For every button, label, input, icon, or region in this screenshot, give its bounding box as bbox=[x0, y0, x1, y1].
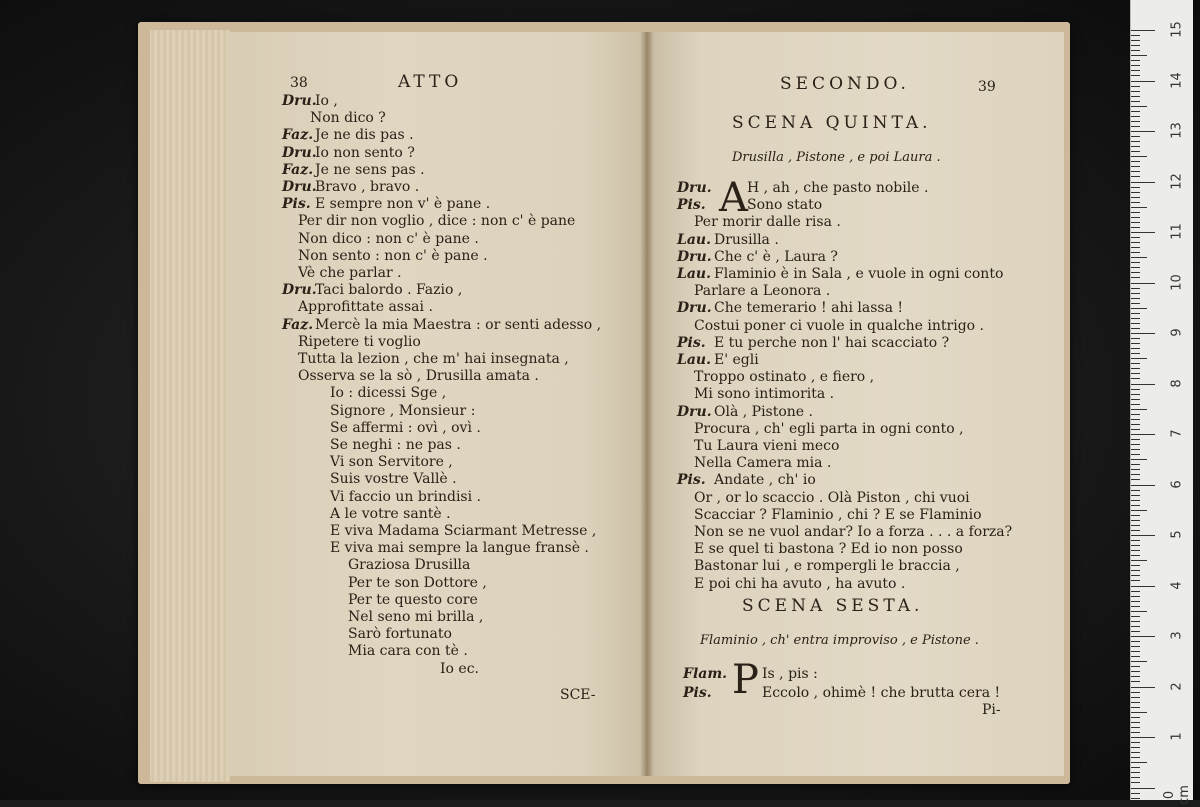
verse-line: Io non sento ? bbox=[315, 144, 415, 161]
ruler-tick bbox=[1131, 283, 1155, 284]
ruler-tick bbox=[1131, 272, 1140, 273]
ruler-tick bbox=[1131, 166, 1140, 167]
ruler-tick bbox=[1131, 454, 1140, 455]
ruler-label: 2 bbox=[1169, 681, 1185, 691]
ruler-tick bbox=[1131, 616, 1140, 617]
ruler-tick bbox=[1131, 490, 1140, 491]
speaker-label: Pis. bbox=[677, 197, 706, 214]
left-page-number: 38 bbox=[290, 75, 308, 91]
verse-line: Io : dicessi Sge , bbox=[330, 385, 447, 402]
ruler-tick bbox=[1131, 515, 1140, 516]
ruler-tick bbox=[1131, 495, 1140, 496]
ruler-tick bbox=[1131, 363, 1140, 364]
ruler-tick bbox=[1131, 141, 1140, 142]
verse-line: Che c' è , Laura ? bbox=[714, 248, 838, 265]
ruler-tick bbox=[1131, 555, 1140, 556]
ruler-tick bbox=[1131, 81, 1155, 82]
ruler-tick bbox=[1131, 146, 1140, 147]
ruler-tick bbox=[1131, 237, 1140, 238]
verse-line: E poi chi ha avuto , ha avuto . bbox=[694, 575, 906, 592]
scene5-title: SCENA QUINTA. bbox=[732, 113, 932, 133]
verse-line: Se neghi : ne pas . bbox=[330, 437, 461, 453]
ruler-label: 1 bbox=[1169, 732, 1185, 741]
speaker-label: Dru. bbox=[677, 403, 712, 420]
speaker-label: Dru. bbox=[677, 180, 712, 196]
ruler-tick bbox=[1131, 732, 1140, 733]
verse-line: Mi sono intimorita . bbox=[694, 386, 835, 403]
ruler-tick bbox=[1131, 35, 1140, 36]
ruler-tick bbox=[1131, 308, 1147, 309]
ruler-tick bbox=[1131, 404, 1140, 405]
ruler-tick bbox=[1131, 570, 1140, 571]
speaker-label: Lau. bbox=[677, 352, 711, 368]
ruler-tick bbox=[1131, 651, 1140, 652]
ruler-tick bbox=[1131, 247, 1140, 248]
ruler-tick bbox=[1131, 91, 1140, 92]
ruler-tick bbox=[1131, 793, 1140, 794]
ruler-tick bbox=[1131, 767, 1140, 768]
speaker-label: Dru. bbox=[282, 179, 317, 195]
verse-line: Tu Laura vieni meco bbox=[694, 438, 840, 454]
ruler-tick bbox=[1131, 384, 1155, 385]
ruler-tick bbox=[1131, 469, 1140, 470]
ruler-tick bbox=[1131, 182, 1155, 183]
ruler-tick bbox=[1131, 611, 1147, 612]
speaker-label: Dru. bbox=[677, 300, 712, 317]
verse-line: Mia cara con tè . bbox=[348, 643, 468, 660]
ruler-label: 6 bbox=[1169, 479, 1185, 489]
verse-line: Per dir non voglio , dice : non c' è pane bbox=[298, 213, 576, 230]
ruler-tick bbox=[1131, 661, 1147, 662]
ruler-tick bbox=[1131, 394, 1140, 395]
ruler-tick bbox=[1131, 30, 1155, 31]
ruler-tick bbox=[1131, 333, 1155, 334]
ruler-tick bbox=[1131, 626, 1140, 627]
ruler-tick bbox=[1131, 530, 1140, 531]
verse-line: A le votre santè . bbox=[330, 505, 451, 522]
scene5-dropcap: A bbox=[719, 175, 748, 221]
right-page-number: 39 bbox=[978, 79, 996, 95]
verse-line: Costui poner ci vuole in qualche intrigo . bbox=[694, 317, 984, 334]
ruler-label: 10 bbox=[1169, 273, 1185, 291]
ruler-label: 7 bbox=[1169, 429, 1185, 438]
ruler-tick bbox=[1131, 727, 1140, 728]
ruler-tick bbox=[1131, 565, 1140, 566]
verse-line: Bastonar lui , e rompergli le braccia , bbox=[694, 558, 960, 575]
verse-line: Suis vostre Vallè . bbox=[330, 471, 457, 488]
ruler-tick bbox=[1131, 277, 1140, 278]
ruler-tick bbox=[1131, 479, 1140, 480]
verse-line: Io , bbox=[315, 93, 338, 109]
ruler-tick bbox=[1131, 45, 1140, 46]
ruler-tick bbox=[1131, 323, 1140, 324]
speaker-label: Faz. bbox=[282, 316, 314, 333]
ruler-tick bbox=[1131, 580, 1140, 581]
verse-line: Je ne dis pas . bbox=[315, 127, 414, 144]
ruler-tick bbox=[1131, 116, 1140, 117]
verse-line: Bravo , bravo . bbox=[315, 179, 420, 195]
speaker-label: Pis. bbox=[683, 685, 712, 701]
ruler-tick bbox=[1131, 449, 1140, 450]
ruler-tick bbox=[1131, 586, 1155, 587]
ruler-tick bbox=[1131, 676, 1140, 677]
ruler-tick bbox=[1131, 348, 1140, 349]
ruler-tick bbox=[1131, 288, 1140, 289]
ruler-tick bbox=[1131, 414, 1140, 415]
speaker-label: Pis. bbox=[677, 472, 706, 489]
ruler-tick bbox=[1131, 399, 1140, 400]
scale-ruler bbox=[1130, 0, 1193, 805]
ruler-tick bbox=[1131, 121, 1140, 122]
ruler-tick bbox=[1131, 40, 1140, 41]
ruler-tick bbox=[1131, 60, 1140, 61]
ruler-tick bbox=[1131, 197, 1140, 198]
ruler-tick bbox=[1131, 798, 1140, 799]
verse-line: Nella Camera mia . bbox=[694, 455, 832, 472]
ruler-tick bbox=[1131, 126, 1140, 127]
ruler-tick bbox=[1131, 50, 1140, 51]
ruler-tick bbox=[1131, 217, 1140, 218]
ruler-label: 11 bbox=[1169, 223, 1185, 240]
verse-line: Olà , Pistone . bbox=[714, 403, 813, 420]
speaker-label: Dru. bbox=[282, 144, 317, 161]
speaker-label: Pis. bbox=[282, 196, 311, 213]
ruler-tick bbox=[1131, 86, 1140, 87]
ruler-tick bbox=[1131, 338, 1140, 339]
ruler-tick bbox=[1131, 782, 1140, 783]
ruler-tick bbox=[1131, 171, 1140, 172]
ruler-tick bbox=[1131, 464, 1140, 465]
ruler-tick bbox=[1131, 474, 1140, 475]
ruler-tick bbox=[1131, 752, 1140, 753]
verse-line: E tu perche non l' hai scacciato ? bbox=[714, 334, 950, 351]
ruler-tick bbox=[1131, 485, 1155, 486]
right-page bbox=[650, 32, 1064, 776]
ruler-tick bbox=[1131, 540, 1140, 541]
verse-line: Tutta la lezion , che m' hai insegnata , bbox=[298, 351, 569, 367]
ruler-tick bbox=[1131, 742, 1140, 743]
verse-line: Procura , ch' egli parta in ogni conto , bbox=[694, 420, 964, 437]
ruler-tick bbox=[1131, 671, 1140, 672]
right-running-header: SECONDO. bbox=[780, 74, 910, 94]
speaker-label: Lau. bbox=[677, 266, 711, 282]
ruler-tick bbox=[1131, 434, 1155, 435]
ruler-tick bbox=[1131, 262, 1140, 263]
speaker-label: Dru. bbox=[677, 248, 712, 265]
ruler-tick bbox=[1131, 192, 1140, 193]
ruler-tick bbox=[1131, 378, 1140, 379]
scene6-title: SCENA SESTA. bbox=[742, 596, 924, 616]
ruler-tick bbox=[1131, 747, 1140, 748]
verse-line: Scacciar ? Flaminio , chi ? E se Flaminio bbox=[694, 506, 982, 523]
ruler-tick bbox=[1131, 161, 1140, 162]
ruler-label: 3 bbox=[1169, 631, 1185, 640]
ruler-tick bbox=[1131, 444, 1140, 445]
ruler-tick bbox=[1131, 318, 1140, 319]
verse-line: Non dico ? bbox=[310, 110, 386, 127]
ruler-tick bbox=[1131, 520, 1140, 521]
verse-line: Taci balordo . Fazio , bbox=[315, 282, 463, 299]
ruler-tick bbox=[1131, 681, 1140, 682]
verse-line: E viva Madama Sciarmant Metresse , bbox=[330, 523, 597, 539]
ruler-tick bbox=[1131, 298, 1140, 299]
ruler-tick bbox=[1131, 737, 1155, 738]
verse-line: Or , or lo scaccio . Olà Piston , chi vuoi bbox=[694, 489, 970, 506]
ruler-tick bbox=[1131, 424, 1140, 425]
ruler-tick bbox=[1131, 65, 1140, 66]
ruler-tick bbox=[1131, 788, 1155, 789]
ruler-tick bbox=[1131, 136, 1140, 137]
ruler-tick bbox=[1131, 353, 1140, 354]
ruler-tick bbox=[1131, 429, 1140, 430]
verse-line: Graziosa Drusilla bbox=[348, 557, 471, 574]
verse-line: Per te questo core bbox=[348, 591, 478, 608]
ruler-label: 0 cm bbox=[1162, 784, 1192, 805]
speaker-label: Flam. bbox=[683, 666, 728, 682]
ruler-tick bbox=[1131, 601, 1140, 602]
ruler-tick bbox=[1131, 75, 1140, 76]
verse-line: Is , pis : bbox=[762, 666, 818, 682]
ruler-tick bbox=[1131, 757, 1140, 758]
ruler-tick bbox=[1131, 70, 1140, 71]
verse-line: Andate , ch' io bbox=[714, 472, 816, 489]
verse-line: Osserva se la sò , Drusilla amata . bbox=[298, 368, 539, 385]
ruler-tick bbox=[1131, 207, 1147, 208]
verse-line: H , ah , che pasto nobile . bbox=[747, 180, 929, 196]
ruler-tick bbox=[1131, 267, 1140, 268]
speaker-label: Pis. bbox=[677, 334, 706, 351]
page-stack-edge bbox=[150, 30, 230, 782]
left-catchword: SCE- bbox=[560, 687, 596, 703]
ruler-tick bbox=[1131, 176, 1140, 177]
ruler-tick bbox=[1131, 596, 1140, 597]
ruler-tick bbox=[1131, 293, 1140, 294]
ruler-tick bbox=[1131, 510, 1147, 511]
verse-line: Troppo ostinato , e fiero , bbox=[694, 369, 875, 386]
ruler-tick bbox=[1131, 717, 1140, 718]
ruler-tick bbox=[1131, 545, 1140, 546]
verse-line: Se affermi : ovì , ovì . bbox=[330, 419, 481, 436]
speaker-label: Dru. bbox=[282, 282, 317, 299]
verse-line: Sono stato bbox=[747, 197, 823, 214]
scene5-cast: Drusilla , Pistone , e poi Laura . bbox=[732, 150, 941, 165]
book-gutter bbox=[640, 32, 654, 776]
ruler-tick bbox=[1131, 692, 1140, 693]
ruler-label: 4 bbox=[1169, 580, 1185, 590]
ruler-tick bbox=[1131, 636, 1155, 637]
verse-line: E' egli bbox=[714, 352, 759, 368]
ruler-tick bbox=[1131, 697, 1140, 698]
ruler-tick bbox=[1131, 389, 1140, 390]
ruler-tick bbox=[1131, 459, 1147, 460]
ruler-tick bbox=[1131, 656, 1140, 657]
verse-line: E sempre non v' è pane . bbox=[315, 196, 491, 213]
ruler-tick bbox=[1131, 560, 1147, 561]
ruler-tick bbox=[1131, 505, 1140, 506]
verse-line: Sarò fortunato bbox=[348, 626, 452, 643]
verse-line: Flaminio è in Sala , e vuole in ogni conto bbox=[714, 266, 1004, 282]
ruler-tick bbox=[1131, 328, 1140, 329]
scene6-dropcap: P bbox=[732, 657, 759, 703]
speaker-label: Dru. bbox=[282, 93, 317, 109]
verse-line: Parlare a Leonora . bbox=[694, 283, 831, 300]
ruler-label: 8 bbox=[1169, 378, 1185, 388]
ruler-tick bbox=[1131, 777, 1140, 778]
verse-line: Eccolo , ohimè ! che brutta cera ! bbox=[762, 685, 1001, 701]
ruler-tick bbox=[1131, 358, 1147, 359]
verse-line: Je ne sens pas . bbox=[315, 161, 425, 178]
ruler-tick bbox=[1131, 187, 1140, 188]
ruler-tick bbox=[1131, 687, 1155, 688]
verse-line: Ripetere ti voglio bbox=[298, 333, 421, 350]
verse-line: Vè che parlar . bbox=[298, 265, 402, 281]
left-running-header: ATTO bbox=[398, 72, 463, 92]
ruler-tick bbox=[1131, 156, 1147, 157]
ruler-tick bbox=[1131, 439, 1140, 440]
ruler-tick bbox=[1131, 343, 1140, 344]
ruler-tick bbox=[1131, 106, 1147, 107]
ruler-tick bbox=[1131, 257, 1147, 258]
ruler-tick bbox=[1131, 419, 1140, 420]
ruler-tick bbox=[1131, 772, 1140, 773]
ruler-tick bbox=[1131, 575, 1140, 576]
right-catchword: Pi- bbox=[982, 702, 1001, 718]
verse-line: Vi son Servitore , bbox=[330, 454, 453, 471]
ruler-tick bbox=[1131, 525, 1140, 526]
verse-line: E viva mai sempre la langue fransè . bbox=[330, 540, 589, 557]
ruler-label: 9 bbox=[1169, 328, 1185, 337]
verse-line: E se quel ti bastona ? Ed io non posso bbox=[694, 541, 963, 558]
verse-line: Non dico : non c' è pane . bbox=[298, 230, 479, 247]
scene6-cast: Flaminio , ch' entra improviso , e Pistone . bbox=[700, 633, 979, 648]
verse-line: Io ec. bbox=[440, 660, 479, 677]
ruler-tick bbox=[1131, 202, 1140, 203]
ruler-tick bbox=[1131, 707, 1140, 708]
verse-line: Non sento : non c' è pane . bbox=[298, 247, 488, 264]
verse-line: Approfittate assai . bbox=[298, 299, 433, 316]
ruler-tick bbox=[1131, 111, 1140, 112]
ruler-label: 14 bbox=[1169, 71, 1185, 89]
ruler-tick bbox=[1131, 303, 1140, 304]
ruler-label: 5 bbox=[1169, 530, 1185, 539]
ruler-tick bbox=[1131, 641, 1140, 642]
ruler-tick bbox=[1131, 550, 1140, 551]
ruler-tick bbox=[1131, 666, 1140, 667]
ruler-tick bbox=[1131, 606, 1140, 607]
verse-line: Per te son Dottore , bbox=[348, 574, 487, 591]
ruler-tick bbox=[1131, 55, 1147, 56]
ruler-tick bbox=[1131, 252, 1140, 253]
ruler-tick bbox=[1131, 373, 1140, 374]
speaker-label: Faz. bbox=[282, 161, 314, 178]
ruler-label: 13 bbox=[1169, 122, 1185, 139]
verse-line: Vi faccio un brindisi . bbox=[330, 488, 481, 505]
ruler-tick bbox=[1131, 151, 1140, 152]
ruler-tick bbox=[1131, 222, 1140, 223]
ruler-tick bbox=[1131, 101, 1140, 102]
ruler-tick bbox=[1131, 368, 1140, 369]
ruler-tick bbox=[1131, 722, 1140, 723]
ruler-tick bbox=[1131, 535, 1155, 536]
ruler-tick bbox=[1131, 762, 1147, 763]
ruler-tick bbox=[1131, 96, 1140, 97]
ruler-tick bbox=[1131, 712, 1147, 713]
ruler-tick bbox=[1131, 631, 1140, 632]
verse-line: Che temerario ! ahi lassa ! bbox=[714, 300, 904, 317]
ruler-tick bbox=[1131, 227, 1140, 228]
ruler-tick bbox=[1131, 242, 1140, 243]
verse-line: Signore , Monsieur : bbox=[330, 402, 476, 419]
ruler-tick bbox=[1131, 702, 1140, 703]
verse-line: Drusilla . bbox=[714, 231, 779, 248]
verse-line: Nel seno mi brilla , bbox=[348, 609, 484, 625]
ruler-tick bbox=[1131, 212, 1140, 213]
ruler-label: 15 bbox=[1169, 21, 1185, 38]
ruler-label: 12 bbox=[1169, 172, 1185, 190]
verse-line: Non se ne vuol andar? Io a forza . . . a forza? bbox=[694, 524, 1013, 540]
ruler-tick bbox=[1131, 131, 1155, 132]
ruler-tick bbox=[1131, 646, 1140, 647]
speaker-label: Lau. bbox=[677, 231, 711, 248]
speaker-label: Faz. bbox=[282, 127, 314, 144]
verse-line: Mercè la mia Maestra : or senti adesso , bbox=[315, 316, 602, 333]
verse-line: Per morir dalle risa . bbox=[694, 214, 841, 231]
ruler-tick bbox=[1131, 500, 1140, 501]
ruler-tick bbox=[1131, 409, 1147, 410]
ruler-tick bbox=[1131, 621, 1140, 622]
ruler-tick bbox=[1131, 232, 1155, 233]
ruler-tick bbox=[1131, 313, 1140, 314]
ruler-tick bbox=[1131, 591, 1140, 592]
